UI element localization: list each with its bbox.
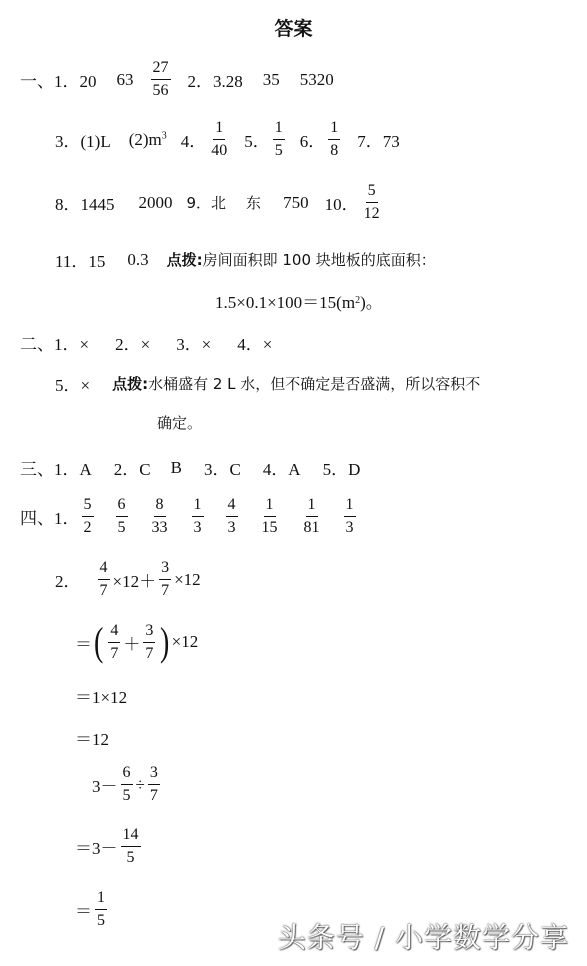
expr-line1 [55,560,201,599]
right-paren: ) [160,619,170,664]
answer-4: 4．× [237,335,273,354]
answer-2: 2．× [115,335,151,354]
fraction: $\frac{3}{7}$ [145,621,154,662]
operator: ×12 [174,569,201,589]
answer-5: 5．D [322,460,361,479]
answer-1: 1．A [54,460,92,479]
fraction: $\frac{1}{5}$ [274,119,283,159]
answer-2: 2．C [113,460,151,479]
operator: ＋ [123,634,141,654]
answer-9: 9．北 [186,194,227,212]
fraction: $\frac{1}{5}$ [97,889,105,929]
equals: ＝ [75,634,92,654]
fraction: $\frac{3}{7}$ [161,559,170,599]
section4-label: 四、 [20,509,54,528]
fraction: $\frac{4}{7}$ [99,559,108,599]
fraction: $\frac{6}{5}$ [122,764,131,804]
answer-4-label: 4． [180,132,207,151]
operator: ×12 [171,632,199,651]
answer-3: 3．C [203,460,241,479]
expr-line6 [75,827,144,866]
fraction: $\frac{8}{33}$ [151,496,168,536]
section1-line5: 1.5×0.1×100＝15(m 2 )。 [215,288,383,313]
answer-6-label: 6． [299,132,326,151]
fraction: $\frac{1}{3}$ [193,496,202,536]
answer-4: 4．A [262,460,301,479]
answer-7: 7．73 [357,132,400,151]
fraction: $\frac{1}{3}$ [345,496,354,536]
section2-line1 [20,330,272,355]
fraction-list [80,497,367,536]
answer-value: 东 [246,194,262,212]
fraction: $\frac{4}{7}$ [110,621,119,662]
question-2-label: 2． [55,572,81,591]
expression: ＝1×12 [75,688,128,707]
fraction: $\frac{3}{7}$ [149,764,158,804]
section1-line3 [55,183,385,222]
answer-11: 11．15 [55,252,106,271]
fraction: $\frac{1}{15}$ [261,496,278,536]
answer-value: 0.3 [127,249,149,269]
hint-label: 点拨: [112,375,149,393]
watermark: 头条号 / 小学数学分享 [277,921,569,954]
fraction: $\frac{5}{12}$ [363,182,380,222]
section3-label: 三、 [20,460,54,479]
expression: 3－ [92,777,118,796]
answer-10-label: 10． [324,195,359,214]
expr-line3 [75,683,127,708]
section1-label: 一、 [20,72,54,91]
page-title: 答案 [274,18,313,40]
answer-1: 1．× [54,335,90,354]
expression: ＝12 [75,730,109,749]
section2-line3 [157,412,202,433]
section4-line1 [20,497,367,536]
answer-value: 35 [262,69,280,89]
hint-text: 房间面积即 100 块地板的底面积： [202,251,436,269]
answer-2: 2．3.28 [187,72,243,91]
left-paren: ( [93,619,104,664]
answer-1: 1．20 [54,72,97,91]
expr-line7 [75,890,110,929]
hint-text-continued: 确定。 [157,414,203,432]
formula: 1.5×0.1×100＝15(m [215,293,356,312]
section2-line2 [55,371,480,396]
section1-line1 [20,60,334,99]
answer-value: 750 [283,192,309,212]
expr-line2 [75,619,199,664]
operator: ÷ [135,774,145,794]
expression: ＝3－ [75,839,118,858]
fraction: $\frac{5}{2}$ [83,496,92,536]
expr-line5 [92,765,163,804]
operator: ×12＋ [112,572,157,591]
formula-end: )。 [360,293,383,312]
fraction: $\frac{1}{81}$ [303,496,320,536]
answer-5-label: 5． [244,132,270,151]
answer-value: 2000 [138,192,173,212]
answer-8: 8．1445 [55,195,115,214]
expr-line4 [75,725,109,750]
answer-3: 3．× [176,335,212,354]
hint-label: 点拨: [166,251,203,269]
answer-value: 63 [116,69,134,89]
question-1-label: 1． [54,509,80,528]
fraction: $\frac{1}{40}$ [211,119,228,159]
expression: ＝ [75,902,92,921]
fraction: $\frac{4}{3}$ [227,496,236,536]
fraction: $\frac{27}{56}$ [152,59,169,99]
section2-label: 二、 [20,335,54,354]
answer-3b: $(2)m^3$ [128,129,167,149]
section1-line2 [55,120,400,159]
hint-text: 水桶盛有 2 L 水，但不确定是否盛满，所以容积不 [148,375,481,393]
section1-line4 [55,247,436,272]
fraction: $\frac{14}{5}$ [122,826,139,866]
answer-3a: 3．(1)L [55,132,111,151]
fraction: $\frac{1}{8}$ [330,119,339,159]
answer-5: 5．× [55,376,91,395]
fraction: $\frac{6}{5}$ [117,496,126,536]
answer-value: 5320 [299,69,334,89]
section3-line [20,455,360,480]
answer-value: B [170,457,182,477]
